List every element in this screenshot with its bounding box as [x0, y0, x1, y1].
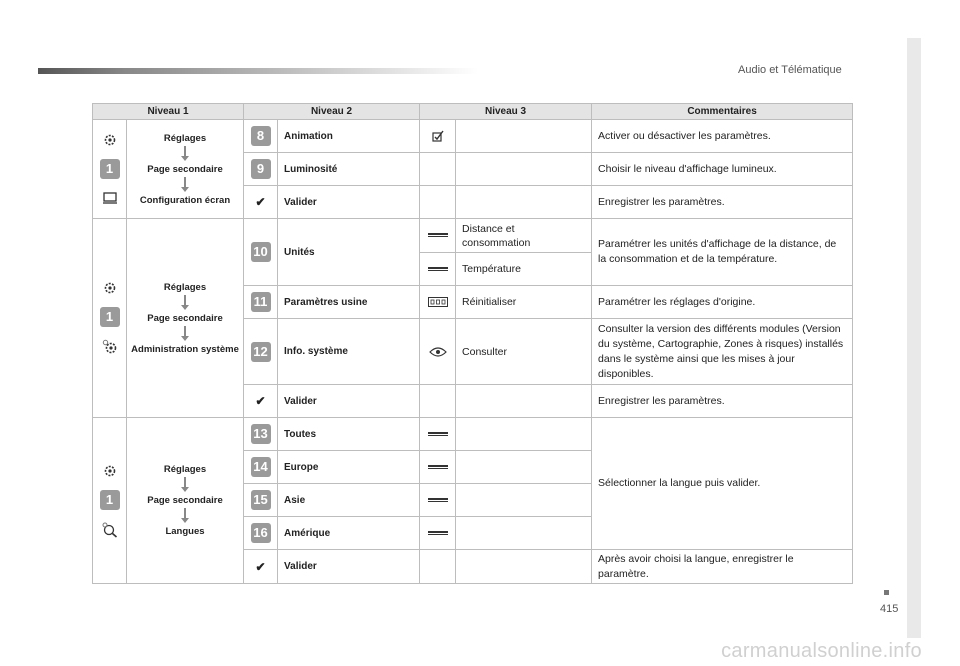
level3-empty: [456, 418, 592, 451]
group3-icons: [93, 418, 127, 584]
empty-icon-cell: [420, 153, 456, 186]
level3-empty: [456, 451, 592, 484]
checkbox-edit-icon: [432, 130, 444, 142]
eye-icon: [429, 347, 447, 357]
badge-16: 16: [251, 523, 271, 543]
arrow-down-icon: [180, 477, 190, 493]
level1-settings-label: Réglages: [163, 132, 207, 144]
comment-factory: Paramétrer les réglages d'origine.: [592, 286, 853, 319]
empty-icon-cell: [420, 385, 456, 418]
group3-level1: [127, 418, 244, 584]
watermark: carmanualsonline.info: [721, 640, 922, 662]
level3-empty: [456, 517, 592, 550]
level2-factory: Paramètres usine: [278, 286, 420, 319]
empty-icon-cell: [420, 550, 456, 584]
badge-1: 1: [100, 490, 120, 510]
table-header-row: [93, 104, 853, 120]
list-bar-icon: [428, 498, 448, 502]
table-row: [93, 418, 853, 451]
comment-validate: Enregistrer les paramètres.: [592, 385, 853, 418]
group2-level1: [127, 219, 244, 418]
arrow-down-icon: [180, 508, 190, 524]
comment-animation: Activer ou désactiver les paramètres.: [592, 120, 853, 153]
page-header-title: Audio et Télématique: [738, 64, 842, 76]
eye-icon-cell: [420, 319, 456, 385]
settings-table: [92, 103, 853, 584]
col-header-level1: Niveau 1: [93, 104, 244, 120]
group2-icons: [93, 219, 127, 418]
arrow-down-icon: [180, 326, 190, 342]
level2-validate: Valider: [278, 550, 420, 584]
gear-icon: [103, 133, 117, 147]
dash-icon-cell: [420, 484, 456, 517]
monitor-icon: [102, 191, 118, 205]
page-number: 415: [880, 603, 899, 615]
level3-consult: Consulter: [456, 319, 592, 385]
level2-europe: Europe: [278, 451, 420, 484]
badge-1: 1: [100, 159, 120, 179]
dash-icon-cell: [420, 517, 456, 550]
level3-distance: Distance et consommation: [456, 219, 592, 253]
list-bar-icon: [428, 233, 448, 237]
col-header-comments: Commentaires: [592, 104, 853, 120]
level2-america: Amérique: [278, 517, 420, 550]
group1-icons: [93, 120, 127, 219]
reset-icon-cell: [420, 286, 456, 319]
counter-reset-icon: [428, 297, 448, 307]
gear-icon: [103, 464, 117, 478]
list-bar-icon: [428, 465, 448, 469]
arrow-down-icon: [180, 146, 190, 162]
level1-config-label: Configuration écran: [139, 194, 231, 206]
group1-level1: [127, 120, 244, 219]
comment-luminosity: Choisir le niveau d'affichage lumineux.: [592, 153, 853, 186]
animation-icon-cell: [420, 120, 456, 153]
check-icon: ✔: [244, 385, 278, 418]
level2-validate: Valider: [278, 385, 420, 418]
level2-sysinfo: Info. système: [278, 319, 420, 385]
badge-10: 10: [251, 242, 271, 262]
level2-units: Unités: [278, 219, 420, 286]
level3-empty: [456, 484, 592, 517]
badge-cell: [244, 286, 278, 319]
level3-empty: [456, 120, 592, 153]
comment-language-validate: Après avoir choisi la langue, enregistrer le paramètre.: [592, 550, 853, 584]
page-marker: [884, 590, 889, 595]
level2-luminosity: Luminosité: [278, 153, 420, 186]
badge-1: 1: [100, 307, 120, 327]
badge-cell: [244, 153, 278, 186]
header-gradient-bar: [38, 68, 478, 74]
level1-secondary-label: Page secondaire: [147, 495, 223, 506]
level3-empty: [456, 186, 592, 219]
badge-9: 9: [251, 159, 271, 179]
col-header-level2: Niveau 2: [244, 104, 420, 120]
check-icon: ✔: [244, 186, 278, 219]
dash-icon-cell: [420, 418, 456, 451]
comment-units: Paramétrer les unités d'affichage de la distance, de la consommation et de la température.: [592, 219, 853, 286]
list-bar-icon: [428, 432, 448, 436]
badge-cell: [244, 319, 278, 385]
check-icon: ✔: [244, 550, 278, 584]
level2-validate: Valider: [278, 186, 420, 219]
arrow-down-icon: [180, 295, 190, 311]
level2-animation: Animation: [278, 120, 420, 153]
level2-all: Toutes: [278, 418, 420, 451]
badge-11: 11: [251, 292, 271, 312]
dash-icon-cell: [420, 451, 456, 484]
level3-empty: [456, 550, 592, 584]
level3-reset: Réinitialiser: [456, 286, 592, 319]
arrow-down-icon: [180, 177, 190, 193]
gear-gear-icon: [102, 339, 118, 355]
badge-13: 13: [251, 424, 271, 444]
level3-empty: [456, 385, 592, 418]
badge-cell: [244, 120, 278, 153]
side-strip: [907, 38, 921, 638]
level1-settings-label: Réglages: [163, 464, 207, 475]
badge-cell: [244, 517, 278, 550]
level3-temperature: Température: [456, 253, 592, 286]
level1-secondary-label: Page secondaire: [147, 163, 223, 175]
level1-settings-label: Réglages: [163, 281, 207, 293]
table-row: [93, 120, 853, 153]
badge-14: 14: [251, 457, 271, 477]
level2-asia: Asie: [278, 484, 420, 517]
dash-icon-cell: [420, 219, 456, 253]
magnifier-icon: [102, 522, 118, 538]
badge-cell: [244, 451, 278, 484]
list-bar-icon: [428, 267, 448, 271]
gear-icon: [103, 281, 117, 295]
badge-12: 12: [251, 342, 271, 362]
dash-icon-cell: [420, 253, 456, 286]
comment-languages: Sélectionner la langue puis valider.: [592, 418, 853, 550]
badge-8: 8: [251, 126, 271, 146]
level1-secondary-label: Page secondaire: [147, 312, 223, 324]
comment-sysinfo: Consulter la version des différents modules (Version du système, Cartographie, Zones à risques) installés dans le système ainsi que les mises à jour disponibles.: [592, 319, 853, 385]
badge-15: 15: [251, 490, 271, 510]
badge-cell: [244, 219, 278, 286]
table-row: [93, 219, 853, 253]
list-bar-icon: [428, 531, 448, 535]
level1-languages-label: Langues: [165, 526, 205, 537]
col-header-level3: Niveau 3: [420, 104, 592, 120]
badge-cell: [244, 484, 278, 517]
badge-cell: [244, 418, 278, 451]
empty-icon-cell: [420, 186, 456, 219]
level3-empty: [456, 153, 592, 186]
comment-validate: Enregistrer les paramètres.: [592, 186, 853, 219]
level1-admin-label: Administration système: [131, 343, 239, 355]
